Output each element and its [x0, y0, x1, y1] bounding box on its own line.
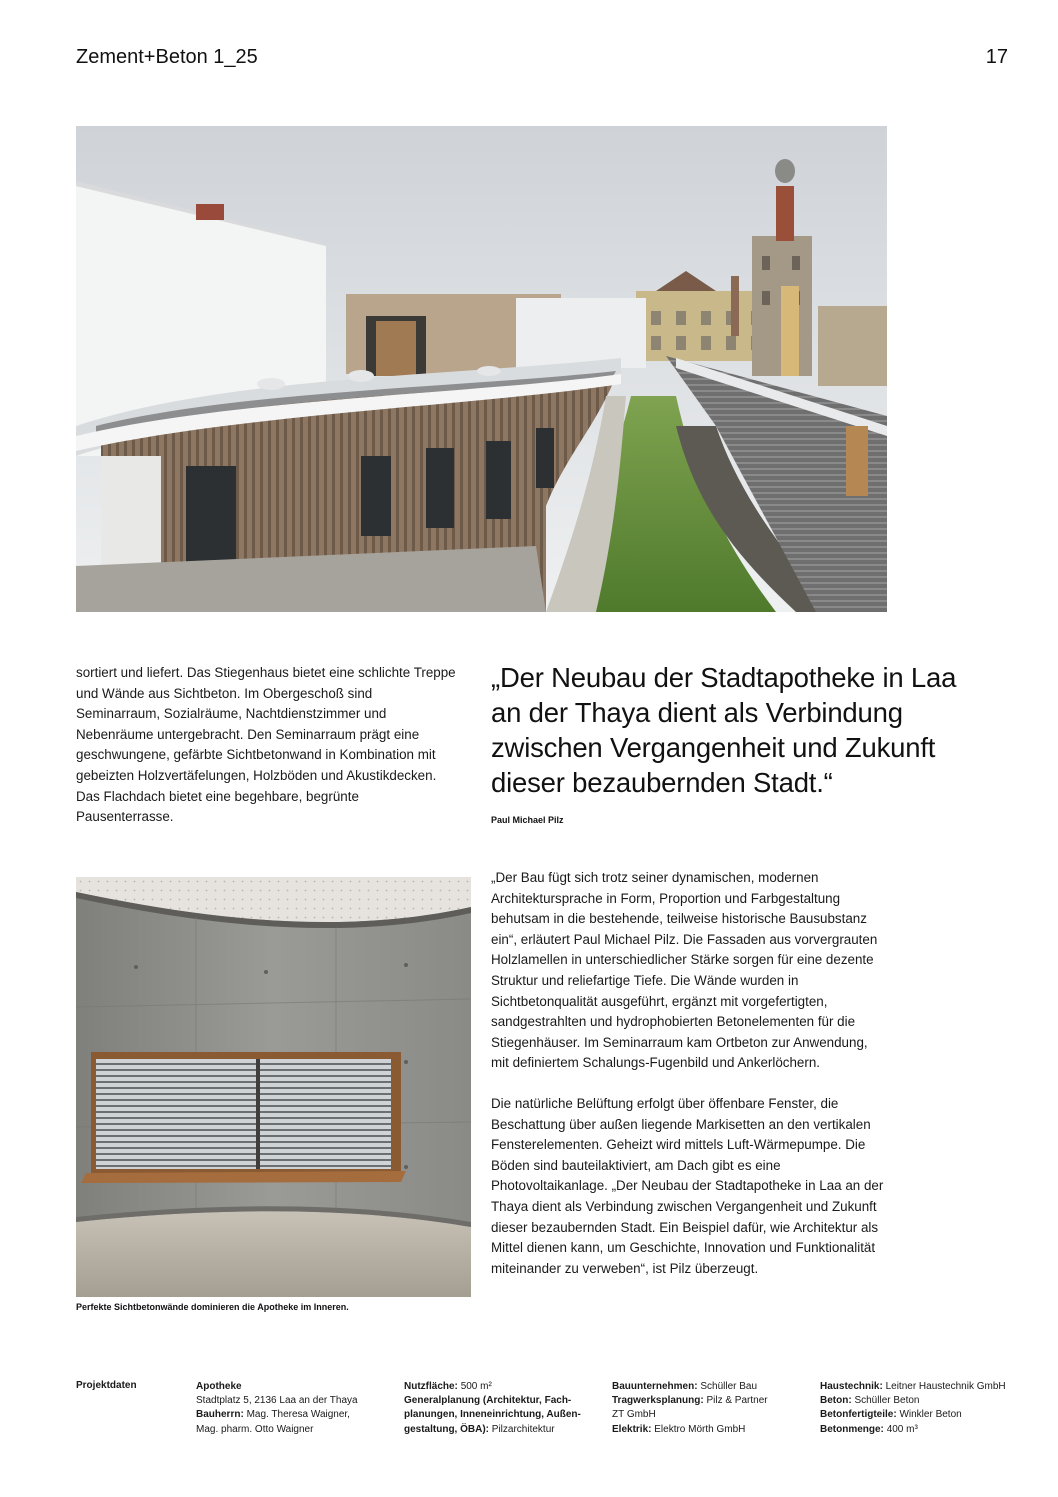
hvac-label: Haustechnik:	[820, 1381, 883, 1392]
project-data-col-2	[404, 1380, 604, 1437]
structural-value: Pilz & Partner	[706, 1395, 768, 1407]
owner-label: Bauherrn:	[196, 1409, 244, 1421]
precast-value: Winkler Beton	[899, 1409, 962, 1421]
electric-value: Elektro Mörth GmbH	[654, 1423, 746, 1435]
left-paragraph: sortiert und liefert. Das Stiegenhaus bietet eine schlichte Treppe und Wände aus Sichtbeton. Im Obergeschoß sind Seminarraum, Sozialräume, Nachtdienstzimmer und Nebenräume untergebracht. Den Seminarraum prägt eine geschwungene, gefärbte Sichtbetonwand in Kombination mit gebeizten Holzvertäfelungen, Holzböden und Akustikdecken. Das Flachdach bietet eine begehbare, begrünte Pausenterrasse.	[76, 665, 456, 825]
planning-label-2: planungen, Inneneinrichtung, Außen-	[404, 1409, 581, 1421]
planning-label-1: Generalplanung (Architektur, Fach-	[404, 1395, 572, 1407]
project-data-heading: Projektdaten	[76, 1380, 137, 1391]
owner-value-2: Mag. pharm. Otto Waigner	[196, 1423, 314, 1435]
page-number: 17	[985, 46, 1008, 68]
left-column-text	[76, 663, 458, 828]
exterior-photo	[76, 126, 887, 612]
structural-value-2: ZT GmbH	[612, 1409, 656, 1421]
project-title: Apotheke	[196, 1381, 242, 1392]
area-label: Nutzfläche:	[404, 1381, 458, 1392]
hvac-value: Leitner Haustechnik GmbH	[885, 1381, 1006, 1392]
right-paragraph-2: Die natürliche Belüftung erfolgt über öffenbare Fenster, die Beschattung über außen liegende Markisetten an den vertikalen Fensterelementen. Geheizt wird mittels Luft-Wärmepumpe. Die Böden sind bauteilaktiviert, am Dach gibt es eine Photovoltaikanlage. „Der Neubau der Stadtapotheke in Laa an der Thaya dient als Verbindung zwischen Vergangenheit und Zukunft dieser bezaubernden Stadt. Ein Beispiel dafür, wie Architektur als Mittel dienen kann, um Geschichte, Innovation und Funktionalität miteinander zu verweben“, ist Pilz überzeugt.	[491, 1095, 884, 1276]
right-column-text	[491, 868, 889, 1279]
quote-author: Paul Michael Pilz	[491, 815, 564, 825]
publication-title: Zement+Beton 1_25	[76, 46, 258, 68]
planning-label-3: gestaltung, ÖBA):	[404, 1423, 489, 1435]
structural-label: Tragwerksplanung:	[612, 1395, 704, 1407]
concrete-label: Beton:	[820, 1395, 852, 1407]
concrete-value: Schüller Beton	[854, 1395, 920, 1407]
project-data-col-1	[196, 1380, 396, 1437]
project-data-col-4	[820, 1380, 1035, 1437]
pull-quote: „Der Neubau der Stadtapotheke in Laa an der Thaya dient als Verbindung zwischen Vergangenheit und Zukunft dieser bezaubernden Stadt.“	[491, 662, 957, 798]
project-data-col-3	[612, 1380, 812, 1437]
precast-label: Betonfertigteile:	[820, 1409, 897, 1421]
contractor-value: Schüller Bau	[700, 1381, 758, 1392]
volume-value: 400 m³	[886, 1423, 918, 1435]
project-address: Stadtplatz 5, 2136 Laa an der Thaya	[196, 1395, 358, 1407]
image-caption: Perfekte Sichtbetonwände dominieren die Apotheke im Inneren.	[76, 1302, 349, 1312]
area-value: 500 m²	[460, 1381, 492, 1392]
volume-label: Betonmenge:	[820, 1423, 884, 1435]
electric-label: Elektrik:	[612, 1423, 652, 1435]
owner-value: Mag. Theresa Waigner,	[246, 1409, 350, 1421]
contractor-label: Bauunternehmen:	[612, 1381, 698, 1392]
planning-value: Pilzarchitektur	[491, 1423, 555, 1435]
interior-photo	[76, 877, 471, 1297]
right-paragraph-1: „Der Bau fügt sich trotz seiner dynamischen, modernen Architektursprache in Form, Proportion und Farbgestaltung behutsam in die bestehende, teilweise historische Bausubstanz ein“, erläutert Paul Michael Pilz. Die Fassaden aus vorvergrauten Holzlamellen in unterschiedlicher Stärke sorgen für eine dezente Struktur und reliefartige Tiefe. Die Wände wurden in Sichtbetonqualität ausgeführt, ergänzt mit vorgefertigten, sandgestrahlten und hydrophobierten Betonelementen für die Stiegenhäuser. Im Seminarraum kam Ortbeton zur Anwendung, mit definiertem Schalungs-Fugenbild und Ankerlöchern.	[491, 870, 878, 1071]
